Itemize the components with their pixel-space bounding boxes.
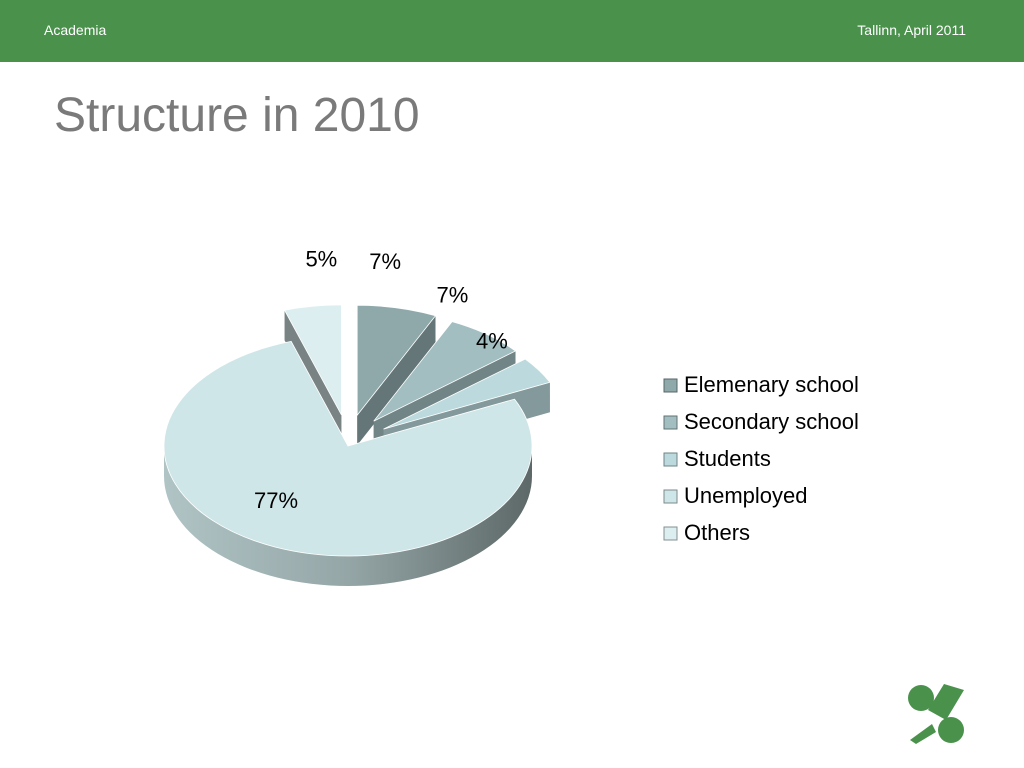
- pie-data-label: 77%: [253, 488, 299, 513]
- pie-data-label: 5%: [305, 246, 338, 272]
- legend-swatch: [664, 490, 677, 503]
- legend-swatch: [664, 379, 677, 392]
- legend-entry: Secondary school: [684, 409, 859, 434]
- legend-entry: Students: [684, 446, 771, 471]
- legend-entry: Elemenary school: [684, 372, 859, 397]
- page-title: Structure in 2010: [54, 89, 420, 142]
- pie-data-label: 4%: [475, 328, 508, 354]
- legend-entry: Unemployed: [684, 483, 808, 508]
- pie-data-label: 7%: [369, 248, 402, 274]
- legend-entry: Others: [684, 520, 751, 545]
- header-left-text: Academia: [44, 22, 107, 38]
- header-right-text: Tallinn, April 2011: [857, 22, 966, 38]
- academia-logo-icon: [906, 680, 966, 746]
- legend-swatch: [664, 453, 677, 466]
- chart-legend: [664, 372, 859, 545]
- pie-data-label: 7%: [436, 282, 469, 308]
- legend-swatch: [664, 527, 677, 540]
- legend-swatch: [664, 416, 677, 429]
